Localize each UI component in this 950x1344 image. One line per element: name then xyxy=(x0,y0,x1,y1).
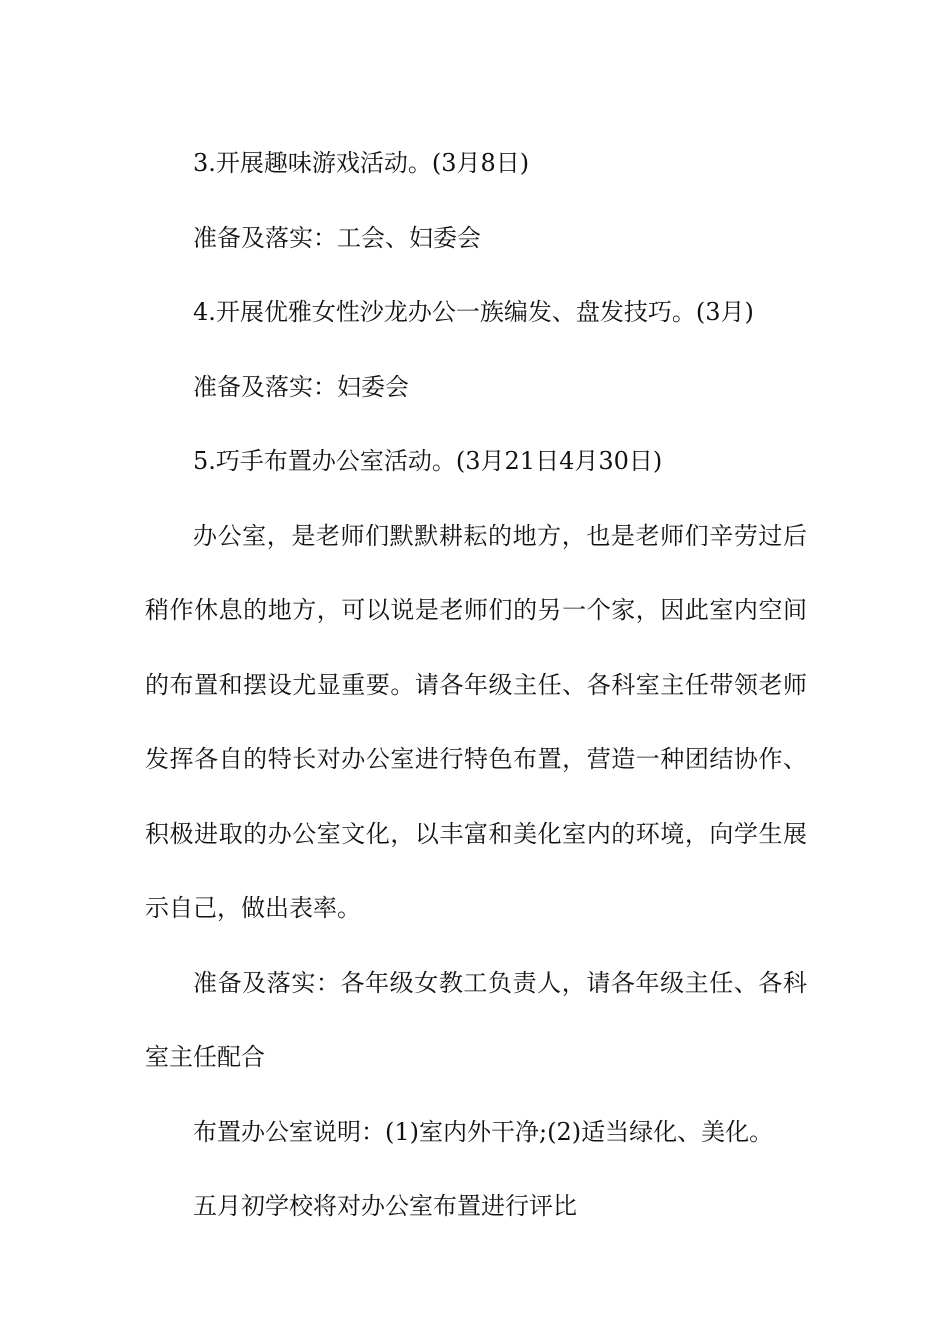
paragraph-office-notes: 布置办公室说明：(1)室内外干净;(2)适当绿化、美化。 xyxy=(193,1117,774,1146)
paragraph-activity-3: 3.开展趣味游戏活动。(3月8日) xyxy=(193,149,530,177)
paragraph-evaluation: 五月初学校将对办公室布置进行评比 xyxy=(193,1192,577,1220)
paragraph-responsible-5: 准备及落实：各年级女教工负责人，请各年级主任、各科室主任配合 xyxy=(145,968,807,1071)
document-body xyxy=(145,126,807,1244)
paragraph-activity-4: 4.开展优雅女性沙龙办公一族编发、盘发技巧。(3月) xyxy=(193,298,754,326)
paragraph-activity-5: 5.巧手布置办公室活动。(3月21日4月30日) xyxy=(193,447,663,475)
paragraph-responsible-3: 准备及落实：工会、妇委会 xyxy=(193,223,481,252)
paragraph-responsible-4: 准备及落实：妇委会 xyxy=(193,372,409,401)
paragraph-office-description: 办公室，是老师们默默耕耘的地方，也是老师们辛劳过后稍作休息的地方，可以说是老师们的另一个家，因此室内空间的布置和摆设尤显重要。请各年级主任、各科室主任带领老师发挥各自的特长对办公室进行特色布置，营造一种团结协作、积极进取的办公室文化，以丰富和美化室内的环境，向学生展示自己，做出表率。 xyxy=(145,521,807,922)
